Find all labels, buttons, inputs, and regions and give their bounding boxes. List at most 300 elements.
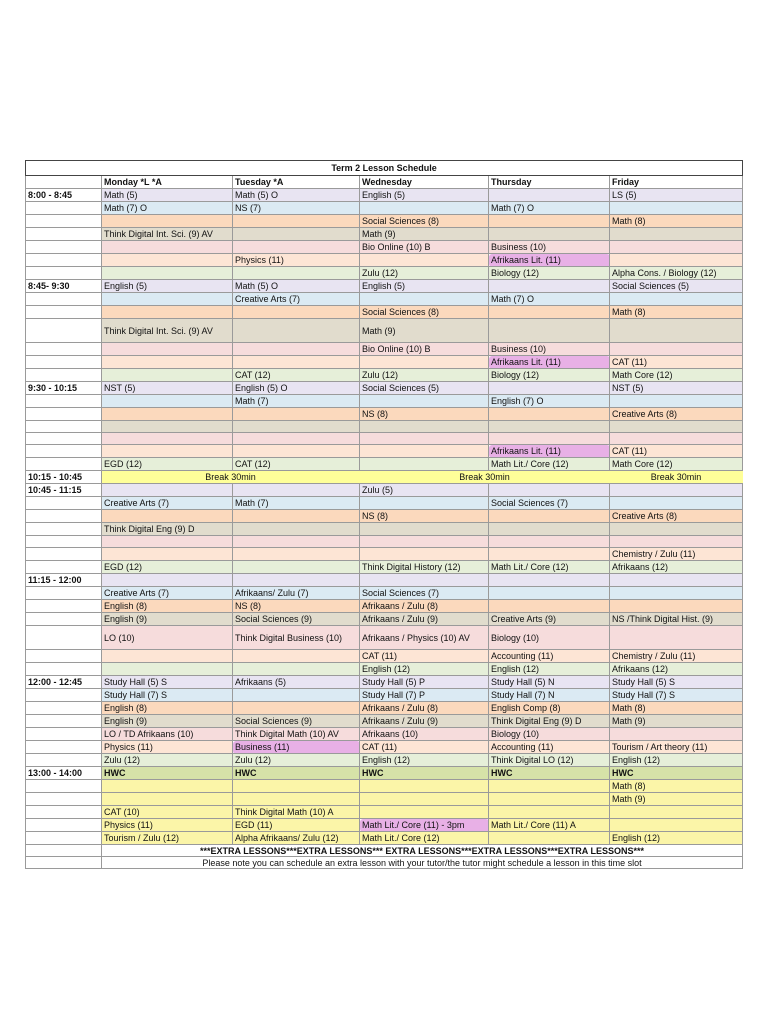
- header-friday: Friday: [610, 176, 743, 189]
- lesson-cell-friday: Alpha Cons. / Biology (12): [610, 267, 743, 280]
- lesson-cell-thursday: [489, 306, 610, 319]
- lesson-cell-friday: Math (9): [610, 715, 743, 728]
- lesson-cell-tuesday: [233, 523, 360, 536]
- lesson-cell-tuesday: [233, 408, 360, 421]
- lesson-cell-wednesday: NS (8): [360, 408, 489, 421]
- extra-lessons-banner: ***EXTRA LESSONS***EXTRA LESSONS*** EXTRA LESSONS***EXTRA LESSONS***EXTRA LESSONS***: [102, 845, 743, 857]
- lesson-cell-tuesday: [233, 663, 360, 676]
- lesson-cell-thursday: [489, 433, 610, 445]
- schedule-row: [26, 458, 743, 471]
- schedule-row: [26, 267, 743, 280]
- lesson-cell-tuesday: [233, 574, 360, 587]
- schedule-row: [26, 445, 743, 458]
- schedule-row: [26, 395, 743, 408]
- time-slot: [26, 241, 102, 254]
- schedule-row: [26, 433, 743, 445]
- schedule-row: [26, 561, 743, 574]
- lesson-cell-friday: Math (9): [610, 793, 743, 806]
- lesson-cell-tuesday: [233, 267, 360, 280]
- schedule-row: [26, 832, 743, 845]
- time-slot: [26, 728, 102, 741]
- lesson-cell-friday: [610, 523, 743, 536]
- schedule-row: [26, 228, 743, 241]
- schedule-row: [26, 626, 743, 650]
- schedule-row: [26, 676, 743, 689]
- lesson-cell-friday: HWC: [610, 767, 743, 780]
- time-slot: [26, 293, 102, 306]
- header-row: [26, 176, 743, 189]
- lesson-cell-friday: Study Hall (5) S: [610, 676, 743, 689]
- schedule-row: [26, 189, 743, 202]
- lesson-cell-tuesday: [233, 650, 360, 663]
- time-slot: [26, 228, 102, 241]
- time-slot: [26, 306, 102, 319]
- time-slot: [26, 497, 102, 510]
- time-slot: [26, 819, 102, 832]
- time-slot: 11:15 - 12:00: [26, 574, 102, 587]
- lesson-cell-friday: [610, 241, 743, 254]
- lesson-cell-tuesday: Zulu (12): [233, 754, 360, 767]
- lesson-cell-monday: Study Hall (5) S: [102, 676, 233, 689]
- lesson-cell-monday: [102, 356, 233, 369]
- time-slot: [26, 369, 102, 382]
- lesson-cell-wednesday: HWC: [360, 767, 489, 780]
- lesson-cell-wednesday: Afrikaans / Zulu (8): [360, 702, 489, 715]
- time-slot: [26, 587, 102, 600]
- schedule-row: [26, 408, 743, 421]
- lesson-cell-wednesday: English (5): [360, 280, 489, 293]
- time-slot: 8:00 - 8:45: [26, 189, 102, 202]
- lesson-cell-tuesday: [233, 702, 360, 715]
- lesson-cell-monday: Tourism / Zulu (12): [102, 832, 233, 845]
- lesson-cell-friday: [610, 293, 743, 306]
- break-label-fri: Break 30min: [610, 471, 743, 484]
- time-slot: 8:45- 9:30: [26, 280, 102, 293]
- lesson-cell-tuesday: [233, 536, 360, 548]
- lesson-cell-thursday: Biology (10): [489, 728, 610, 741]
- time-slot: [26, 458, 102, 471]
- lesson-schedule-sheet: [25, 160, 742, 868]
- lesson-cell-friday: [610, 484, 743, 497]
- lesson-cell-monday: Math (7) O: [102, 202, 233, 215]
- lesson-cell-thursday: [489, 421, 610, 433]
- lesson-cell-thursday: [489, 536, 610, 548]
- lesson-cell-tuesday: [233, 793, 360, 806]
- lesson-cell-thursday: Afrikaans Lit. (11): [489, 254, 610, 267]
- lesson-cell-tuesday: [233, 780, 360, 793]
- schedule-row: [26, 754, 743, 767]
- lesson-cell-thursday: Math Lit./ Core (12): [489, 458, 610, 471]
- lesson-cell-tuesday: Think Digital Math (10) A: [233, 806, 360, 819]
- lesson-cell-tuesday: Afrikaans/ Zulu (7): [233, 587, 360, 600]
- break-label-wed-thu: Break 30min: [360, 471, 610, 484]
- lesson-cell-tuesday: Social Sciences (9): [233, 613, 360, 626]
- schedule-row: [26, 780, 743, 793]
- lesson-cell-monday: [102, 215, 233, 228]
- lesson-cell-thursday: Think Digital LO (12): [489, 754, 610, 767]
- lesson-cell-thursday: [489, 523, 610, 536]
- lesson-cell-tuesday: [233, 228, 360, 241]
- break-label-mon-tue: Break 30min: [102, 471, 360, 484]
- lesson-cell-tuesday: Math (5) O: [233, 189, 360, 202]
- lesson-cell-monday: HWC: [102, 767, 233, 780]
- lesson-cell-monday: English (5): [102, 280, 233, 293]
- lesson-cell-tuesday: [233, 548, 360, 561]
- time-slot: [26, 445, 102, 458]
- lesson-cell-monday: [102, 306, 233, 319]
- lesson-cell-thursday: Think Digital Eng (9) D: [489, 715, 610, 728]
- lesson-cell-wednesday: [360, 536, 489, 548]
- lesson-cell-wednesday: Social Sciences (8): [360, 215, 489, 228]
- lesson-cell-wednesday: Math (9): [360, 228, 489, 241]
- time-slot: 10:45 - 11:15: [26, 484, 102, 497]
- lesson-cell-monday: Think Digital Int. Sci. (9) AV: [102, 319, 233, 343]
- time-slot: [26, 267, 102, 280]
- footer-row: [26, 845, 743, 857]
- lesson-cell-thursday: [489, 793, 610, 806]
- schedule-row: [26, 587, 743, 600]
- schedule-row: [26, 548, 743, 561]
- lesson-cell-thursday: Social Sciences (7): [489, 497, 610, 510]
- lesson-cell-wednesday: [360, 356, 489, 369]
- lesson-cell-monday: Creative Arts (7): [102, 587, 233, 600]
- lesson-cell-thursday: [489, 806, 610, 819]
- time-slot: 12:00 - 12:45: [26, 676, 102, 689]
- lesson-cell-thursday: Afrikaans Lit. (11): [489, 356, 610, 369]
- schedule-row: [26, 343, 743, 356]
- lesson-cell-thursday: [489, 280, 610, 293]
- time-slot: 10:15 - 10:45: [26, 471, 102, 484]
- lesson-cell-monday: CAT (10): [102, 806, 233, 819]
- lesson-cell-thursday: [489, 600, 610, 613]
- header-thursday: Thursday: [489, 176, 610, 189]
- lesson-cell-friday: [610, 728, 743, 741]
- header-monday: Monday *L *A: [102, 176, 233, 189]
- schedule-row: [26, 497, 743, 510]
- lesson-cell-wednesday: Social Sciences (5): [360, 382, 489, 395]
- lesson-cell-wednesday: NS (8): [360, 510, 489, 523]
- lesson-cell-friday: Chemistry / Zulu (11): [610, 548, 743, 561]
- lesson-cell-wednesday: CAT (11): [360, 741, 489, 754]
- lesson-cell-tuesday: [233, 433, 360, 445]
- lesson-cell-wednesday: English (5): [360, 189, 489, 202]
- time-slot: [26, 613, 102, 626]
- schedule-row: [26, 215, 743, 228]
- lesson-cell-friday: NST (5): [610, 382, 743, 395]
- footer-row: [26, 857, 743, 869]
- extra-lessons-note: Please note you can schedule an extra lesson with your tutor/the tutor might schedule a lesson in this time slot: [102, 857, 743, 869]
- lesson-cell-thursday: Accounting (11): [489, 741, 610, 754]
- lesson-cell-friday: Creative Arts (8): [610, 408, 743, 421]
- lesson-cell-tuesday: Think Digital Business (10): [233, 626, 360, 650]
- time-slot: [26, 832, 102, 845]
- lesson-cell-friday: CAT (11): [610, 445, 743, 458]
- time-slot: [26, 741, 102, 754]
- lesson-cell-wednesday: Bio Online (10) B: [360, 241, 489, 254]
- lesson-cell-tuesday: Social Sciences (9): [233, 715, 360, 728]
- lesson-cell-friday: Afrikaans (12): [610, 561, 743, 574]
- lesson-cell-thursday: English (12): [489, 663, 610, 676]
- time-slot: [26, 626, 102, 650]
- lesson-cell-tuesday: Think Digital Math (10) AV: [233, 728, 360, 741]
- lesson-cell-thursday: Biology (10): [489, 626, 610, 650]
- lesson-cell-friday: [610, 228, 743, 241]
- lesson-cell-monday: [102, 408, 233, 421]
- lesson-cell-monday: [102, 254, 233, 267]
- time-slot: [26, 343, 102, 356]
- lesson-cell-tuesday: [233, 319, 360, 343]
- lesson-cell-wednesday: [360, 202, 489, 215]
- time-slot: [26, 215, 102, 228]
- lesson-cell-monday: English (9): [102, 715, 233, 728]
- schedule-row: [26, 689, 743, 702]
- lesson-cell-tuesday: [233, 343, 360, 356]
- lesson-cell-friday: [610, 626, 743, 650]
- schedule-title: Term 2 Lesson Schedule: [26, 161, 743, 176]
- lesson-cell-wednesday: Zulu (12): [360, 369, 489, 382]
- schedule-row: [26, 663, 743, 676]
- time-slot: 13:00 - 14:00: [26, 767, 102, 780]
- lesson-cell-tuesday: NS (8): [233, 600, 360, 613]
- lesson-cell-monday: NST (5): [102, 382, 233, 395]
- lesson-cell-friday: [610, 600, 743, 613]
- time-slot: [26, 523, 102, 536]
- lesson-cell-thursday: Study Hall (7) N: [489, 689, 610, 702]
- lesson-cell-friday: Math Core (12): [610, 458, 743, 471]
- lesson-cell-wednesday: [360, 458, 489, 471]
- header-time: [26, 176, 102, 189]
- schedule-row: [26, 306, 743, 319]
- time-slot: [26, 650, 102, 663]
- time-slot: [26, 536, 102, 548]
- schedule-row: [26, 702, 743, 715]
- lesson-cell-thursday: English (7) O: [489, 395, 610, 408]
- lesson-cell-wednesday: Afrikaans / Zulu (9): [360, 715, 489, 728]
- lesson-cell-friday: CAT (11): [610, 356, 743, 369]
- time-slot: [26, 356, 102, 369]
- lesson-cell-monday: [102, 574, 233, 587]
- time-slot: [26, 408, 102, 421]
- lesson-cell-monday: Physics (11): [102, 819, 233, 832]
- lesson-cell-tuesday: [233, 356, 360, 369]
- lesson-cell-wednesday: [360, 497, 489, 510]
- schedule-row: [26, 600, 743, 613]
- lesson-cell-thursday: [489, 228, 610, 241]
- lesson-cell-wednesday: [360, 780, 489, 793]
- schedule-row: [26, 650, 743, 663]
- lesson-cell-tuesday: [233, 484, 360, 497]
- lesson-cell-monday: Study Hall (7) S: [102, 689, 233, 702]
- lesson-cell-wednesday: [360, 433, 489, 445]
- schedule-row: [26, 254, 743, 267]
- lesson-cell-thursday: [489, 780, 610, 793]
- lesson-cell-friday: [610, 433, 743, 445]
- schedule-row: [26, 536, 743, 548]
- time-slot: [26, 780, 102, 793]
- lesson-cell-monday: EGD (12): [102, 561, 233, 574]
- lesson-cell-wednesday: [360, 574, 489, 587]
- lesson-cell-thursday: Business (10): [489, 343, 610, 356]
- schedule-row: [26, 280, 743, 293]
- lesson-cell-monday: [102, 433, 233, 445]
- lesson-cell-friday: [610, 395, 743, 408]
- lesson-cell-thursday: Biology (12): [489, 369, 610, 382]
- lesson-cell-monday: [102, 548, 233, 561]
- lesson-cell-tuesday: Business (11): [233, 741, 360, 754]
- lesson-cell-wednesday: Afrikaans / Physics (10) AV: [360, 626, 489, 650]
- lesson-cell-monday: [102, 445, 233, 458]
- lesson-cell-friday: Social Sciences (5): [610, 280, 743, 293]
- lesson-cell-monday: Creative Arts (7): [102, 497, 233, 510]
- lesson-cell-wednesday: Social Sciences (7): [360, 587, 489, 600]
- header-tuesday: Tuesday *A: [233, 176, 360, 189]
- lesson-cell-monday: Think Digital Int. Sci. (9) AV: [102, 228, 233, 241]
- footer-spacer: [26, 845, 102, 857]
- lesson-cell-wednesday: English (12): [360, 663, 489, 676]
- lesson-cell-thursday: [489, 574, 610, 587]
- lesson-cell-tuesday: HWC: [233, 767, 360, 780]
- lesson-cell-monday: [102, 484, 233, 497]
- lesson-cell-monday: Physics (11): [102, 741, 233, 754]
- lesson-cell-monday: English (8): [102, 702, 233, 715]
- lesson-cell-wednesday: Math Lit./ Core (12): [360, 832, 489, 845]
- lesson-cell-thursday: Afrikaans Lit. (11): [489, 445, 610, 458]
- lesson-cell-thursday: Math Lit./ Core (12): [489, 561, 610, 574]
- lesson-cell-monday: LO / TD Afrikaans (10): [102, 728, 233, 741]
- lesson-cell-wednesday: Zulu (5): [360, 484, 489, 497]
- lesson-cell-friday: [610, 819, 743, 832]
- lesson-cell-monday: [102, 510, 233, 523]
- lesson-cell-monday: [102, 650, 233, 663]
- lesson-cell-wednesday: Study Hall (5) P: [360, 676, 489, 689]
- lesson-cell-thursday: [489, 484, 610, 497]
- lesson-cell-friday: [610, 343, 743, 356]
- time-slot: [26, 806, 102, 819]
- schedule-row: [26, 369, 743, 382]
- lesson-cell-thursday: [489, 319, 610, 343]
- lesson-cell-monday: EGD (12): [102, 458, 233, 471]
- schedule-row: [26, 767, 743, 780]
- footer-spacer: [26, 857, 102, 869]
- lesson-cell-friday: Creative Arts (8): [610, 510, 743, 523]
- lesson-cell-tuesday: CAT (12): [233, 458, 360, 471]
- lesson-cell-wednesday: [360, 293, 489, 306]
- time-slot: [26, 663, 102, 676]
- lesson-cell-thursday: [489, 408, 610, 421]
- schedule-row: [26, 510, 743, 523]
- lesson-cell-friday: English (12): [610, 754, 743, 767]
- lesson-cell-wednesday: [360, 806, 489, 819]
- lesson-cell-thursday: [489, 189, 610, 202]
- schedule-row: [26, 728, 743, 741]
- lesson-cell-tuesday: [233, 445, 360, 458]
- lesson-cell-wednesday: Bio Online (10) B: [360, 343, 489, 356]
- lesson-cell-thursday: [489, 215, 610, 228]
- lesson-cell-thursday: Math (7) O: [489, 202, 610, 215]
- lesson-cell-monday: [102, 663, 233, 676]
- schedule-row: [26, 574, 743, 587]
- lesson-cell-thursday: [489, 548, 610, 561]
- lesson-cell-thursday: English Comp (8): [489, 702, 610, 715]
- lesson-cell-thursday: Math (7) O: [489, 293, 610, 306]
- lesson-cell-friday: [610, 497, 743, 510]
- lesson-cell-tuesday: [233, 510, 360, 523]
- lesson-cell-thursday: [489, 510, 610, 523]
- lesson-cell-tuesday: Math (7): [233, 395, 360, 408]
- lesson-cell-friday: [610, 574, 743, 587]
- lesson-cell-monday: Think Digital Eng (9) D: [102, 523, 233, 536]
- lesson-cell-friday: Math (8): [610, 215, 743, 228]
- lesson-cell-monday: English (9): [102, 613, 233, 626]
- lesson-cell-wednesday: Afrikaans (10): [360, 728, 489, 741]
- lesson-cell-monday: [102, 369, 233, 382]
- lesson-cell-tuesday: Afrikaans (5): [233, 676, 360, 689]
- lesson-cell-wednesday: [360, 421, 489, 433]
- lesson-cell-friday: Math Core (12): [610, 369, 743, 382]
- lesson-cell-thursday: Business (10): [489, 241, 610, 254]
- lesson-cell-tuesday: [233, 241, 360, 254]
- time-slot: [26, 754, 102, 767]
- lesson-cell-monday: English (8): [102, 600, 233, 613]
- lesson-cell-tuesday: Math (7): [233, 497, 360, 510]
- time-slot: [26, 319, 102, 343]
- time-slot: [26, 548, 102, 561]
- schedule-row: [26, 715, 743, 728]
- lesson-cell-wednesday: English (12): [360, 754, 489, 767]
- lesson-cell-monday: [102, 267, 233, 280]
- lesson-cell-wednesday: Social Sciences (8): [360, 306, 489, 319]
- lesson-cell-wednesday: Study Hall (7) P: [360, 689, 489, 702]
- lesson-cell-tuesday: [233, 215, 360, 228]
- lesson-cell-monday: [102, 395, 233, 408]
- lesson-cell-tuesday: EGD (11): [233, 819, 360, 832]
- time-slot: [26, 510, 102, 523]
- time-slot: [26, 433, 102, 445]
- lesson-cell-wednesday: [360, 793, 489, 806]
- lesson-cell-thursday: HWC: [489, 767, 610, 780]
- schedule-row: [26, 293, 743, 306]
- lesson-cell-tuesday: Alpha Afrikaans/ Zulu (12): [233, 832, 360, 845]
- lesson-cell-wednesday: Think Digital History (12): [360, 561, 489, 574]
- time-slot: [26, 702, 102, 715]
- lesson-cell-friday: [610, 587, 743, 600]
- lesson-cell-friday: English (12): [610, 832, 743, 845]
- lesson-cell-wednesday: Zulu (12): [360, 267, 489, 280]
- schedule-row: [26, 741, 743, 754]
- lesson-cell-friday: [610, 536, 743, 548]
- lesson-cell-thursday: Creative Arts (9): [489, 613, 610, 626]
- time-slot: 9:30 - 10:15: [26, 382, 102, 395]
- time-slot: [26, 561, 102, 574]
- lesson-cell-tuesday: CAT (12): [233, 369, 360, 382]
- lesson-cell-tuesday: [233, 421, 360, 433]
- lesson-cell-wednesday: CAT (11): [360, 650, 489, 663]
- title-row: [26, 161, 743, 176]
- lesson-cell-friday: [610, 421, 743, 433]
- time-slot: [26, 715, 102, 728]
- time-slot: [26, 254, 102, 267]
- time-slot: [26, 202, 102, 215]
- lesson-cell-monday: [102, 780, 233, 793]
- schedule-row: [26, 202, 743, 215]
- lesson-cell-tuesday: NS (7): [233, 202, 360, 215]
- schedule-row: [26, 356, 743, 369]
- schedule-row: [26, 484, 743, 497]
- lesson-cell-thursday: [489, 587, 610, 600]
- lesson-cell-tuesday: [233, 561, 360, 574]
- lesson-cell-monday: [102, 536, 233, 548]
- lesson-cell-friday: [610, 806, 743, 819]
